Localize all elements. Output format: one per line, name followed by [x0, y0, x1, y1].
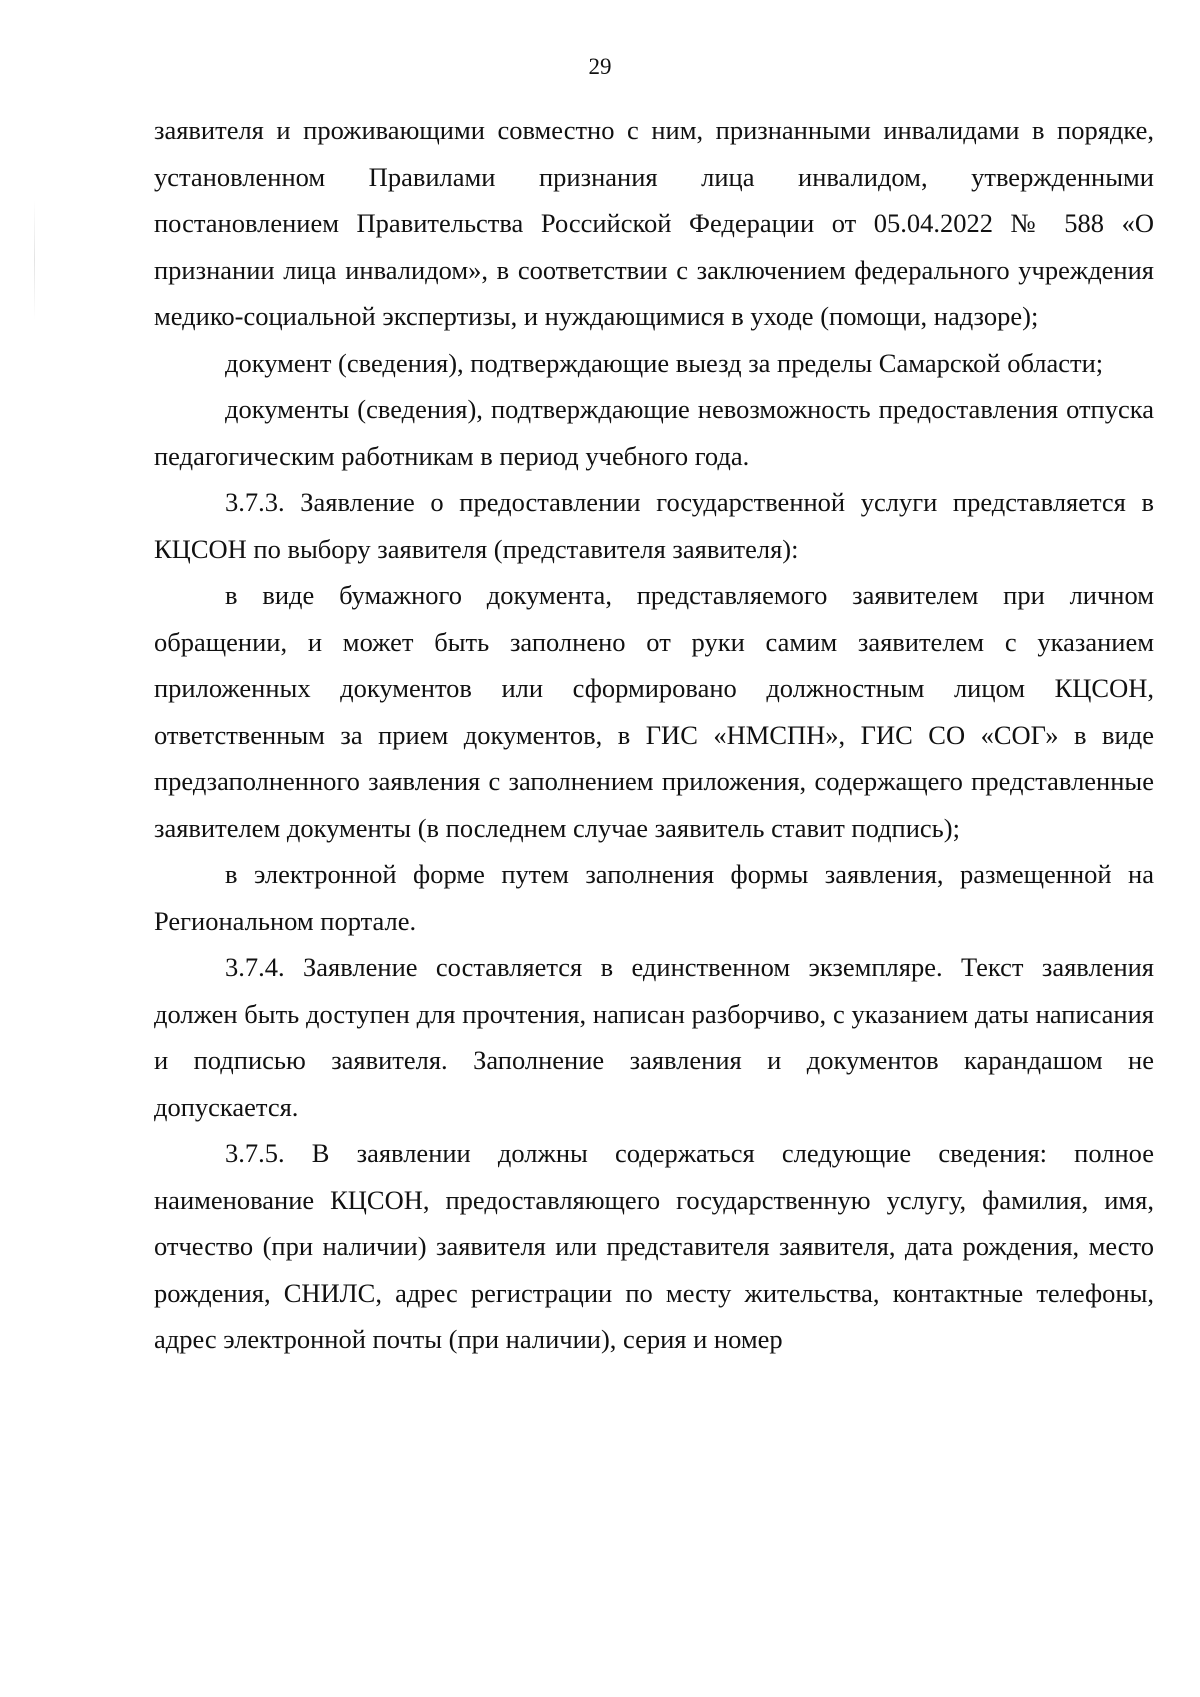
- paragraph-3-7-5: 3.7.5. В заявлении должны содержаться следующие сведения: полное наименование КЦСОН, предоставляющего государственную услугу, фамилия, имя, отчество (при наличии) заявителя или представителя заявителя, дата рождения, место рождения, СНИЛС, адрес регистрации по месту жительства, контактные телефоны, адрес электронной почты (при наличии), серия и номер: [154, 1138, 1154, 1354]
- scan-artifact: [34, 200, 35, 320]
- paragraph-electronic-form: в электронной форме путем заполнения формы заявления, размещенной на Региональном портале.: [154, 859, 1154, 936]
- paragraph-paper-form: в виде бумажного документа, представляемого заявителем при личном обращении, и может быть заполнено от руки самим заявителем с указанием приложенных документов или сформировано должностным лицом КЦСОН, ответственным за прием документов, в ГИС «НМСПН», ГИС СО «СОГ» в виде предзаполненного заявления с заполнением приложения, содержащего представленные заявителем документы (в последнем случае заявитель ставит подпись);: [154, 580, 1154, 843]
- document-body: [154, 107, 1154, 1363]
- paragraph-teacher-leave-documents: документы (сведения), подтверждающие невозможность предоставления отпуска педагогическим работникам в период учебного года.: [154, 394, 1154, 471]
- paragraph-continuation: заявителя и проживающими совместно с ним, признанными инвалидами в порядке, установленном Правилами признания лица инвалидом, утвержденными постановлением Правительства Российской Федерации от 05.04.2022 № 588 «О признании лица инвалидом», в соответствии с заключением федерального учреждения медико-социальной экспертизы, и нуждающимися в уходе (помощи, надзоре);: [154, 115, 1154, 331]
- paragraph-3-7-3: 3.7.3. Заявление о предоставлении государственной услуги представляется в КЦСОН по выбору заявителя (представителя заявителя):: [154, 487, 1154, 564]
- paragraph-departure-document: документ (сведения), подтверждающие выезд за пределы Самарской области;: [225, 347, 1104, 378]
- paragraph-3-7-4: 3.7.4. Заявление составляется в единственном экземпляре. Текст заявления должен быть доступен для прочтения, написан разборчиво, с указанием даты написания и подписью заявителя. Заполнение заявления и документов карандашом не допускается.: [154, 952, 1154, 1122]
- page-number: 29: [588, 54, 612, 79]
